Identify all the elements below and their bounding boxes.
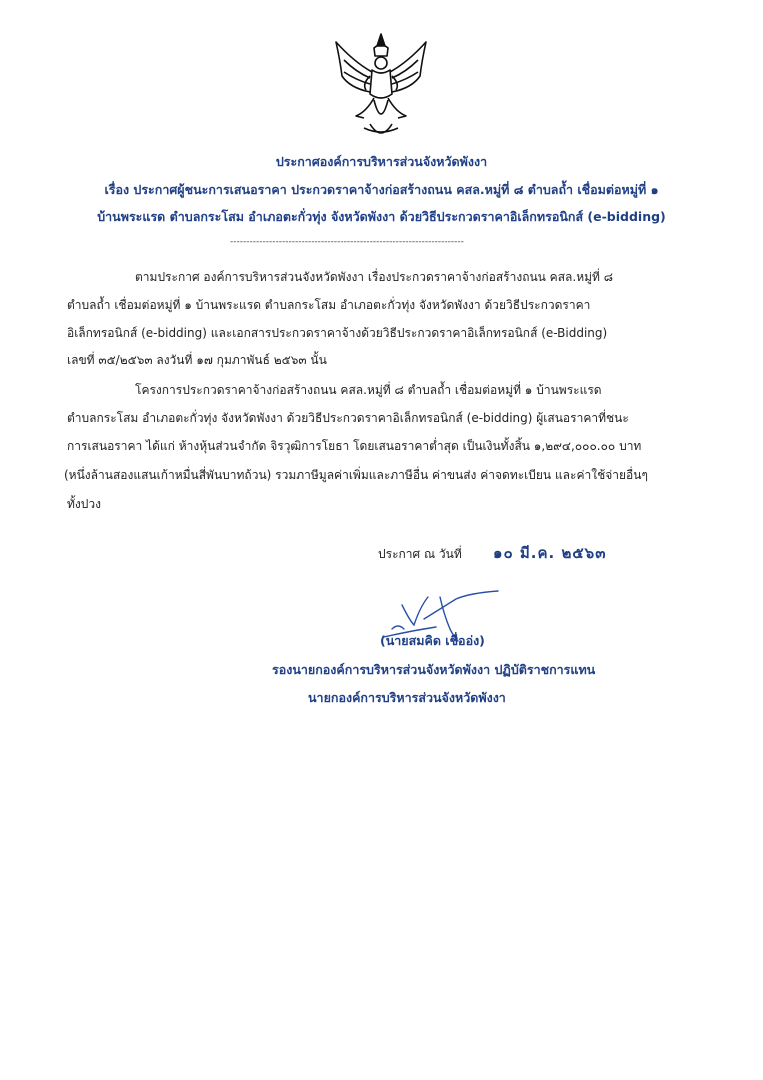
garuda-emblem-icon [330,32,432,144]
para2-line-1: โครงการประกวดราคาจ้างก่อสร้างถนน คสล.หมู่ที่ ๘ ตำบลถ้ำ เชื่อมต่อหมู่ที่ ๑ บ้านพระแรด [135,383,602,397]
signer-title-line-2: นายกองค์การบริหารส่วนจังหวัดพังงา [308,690,506,705]
para1-line-1: ตามประกาศ องค์การบริหารส่วนจังหวัดพังงา เรื่องประกวดราคาจ้างก่อสร้างถนน คสล.หมู่ที่ ๘ [135,270,614,284]
signer-name: (นายสมคิด เชื่ออ่ง) [380,633,485,648]
para2-line-4: (หนึ่งล้านสองแสนเก้าหมื่นสี่พันบาทถ้วน) รวมภาษีมูลค่าเพิ่มและภาษีอื่น ค่าขนส่ง ค่าจดทะเบียน และค่าใช้จ่ายอื่นๆ [64,468,648,482]
signer-title-line-1: รองนายกองค์การบริหารส่วนจังหวัดพังงา ปฏิบัติราชการแทน [272,662,596,677]
para2-line-5: ทั้งปวง [67,497,101,511]
divider: ------------------------------------------------------------------------ [230,237,464,247]
para2-line-2: ตำบลกระโสม อำเภอตะกั่วทุ่ง จังหวัดพังงา ด้วยวิธีประกวดราคาอิเล็กทรอนิกส์ (e-bidding) ผู้เสนอราคาที่ชนะ [67,411,629,425]
announce-date-value: ๑๐ มี.ค. ๒๕๖๓ [493,544,607,562]
announce-date-label: ประกาศ ณ วันที่ [378,547,462,561]
subject-line-1: เรื่อง ประกาศผู้ชนะการเสนอราคา ประกวดราคาจ้างก่อสร้างถนน คสล.หมู่ที่ ๘ ตำบลถ้ำ เชื่อมต่อหมู่ที่ ๑ [104,182,659,197]
subject-line-2: บ้านพระแรด ตำบลกระโสม อำเภอตะกั่วทุ่ง จังหวัดพังงา ด้วยวิธีประกวดราคาอิเล็กทรอนิกส์ (e-bidding) [97,209,666,224]
para2-line-3: การเสนอราคา ได้แก่ ห้างหุ้นส่วนจำกัด จิรวุฒิการโยธา โดยเสนอราคาต่ำสุด เป็นเงินทั้งสิ้น ๑,๒๙๔,๐๐๐.๐๐ บาท [67,439,642,453]
para1-line-2: ตำบลถ้ำ เชื่อมต่อหมู่ที่ ๑ บ้านพระแรด ตำบลกระโสม อำเภอตะกั่วทุ่ง จังหวัดพังงา ด้วยวิธีประกวดราคา [67,298,591,312]
para1-line-4: เลขที่ ๓๕/๒๕๖๓ ลงวันที่ ๑๗ กุมภาพันธ์ ๒๕๖๓ นั้น [67,353,327,367]
para1-line-3: อิเล็กทรอนิกส์ (e-bidding) และเอกสารประกวดราคาจ้างด้วยวิธีประกวดราคาอิเล็กทรอนิกส์ (e-Bidding) [67,326,608,340]
org-title: ประกาศองค์การบริหารส่วนจังหวัดพังงา [275,154,488,169]
